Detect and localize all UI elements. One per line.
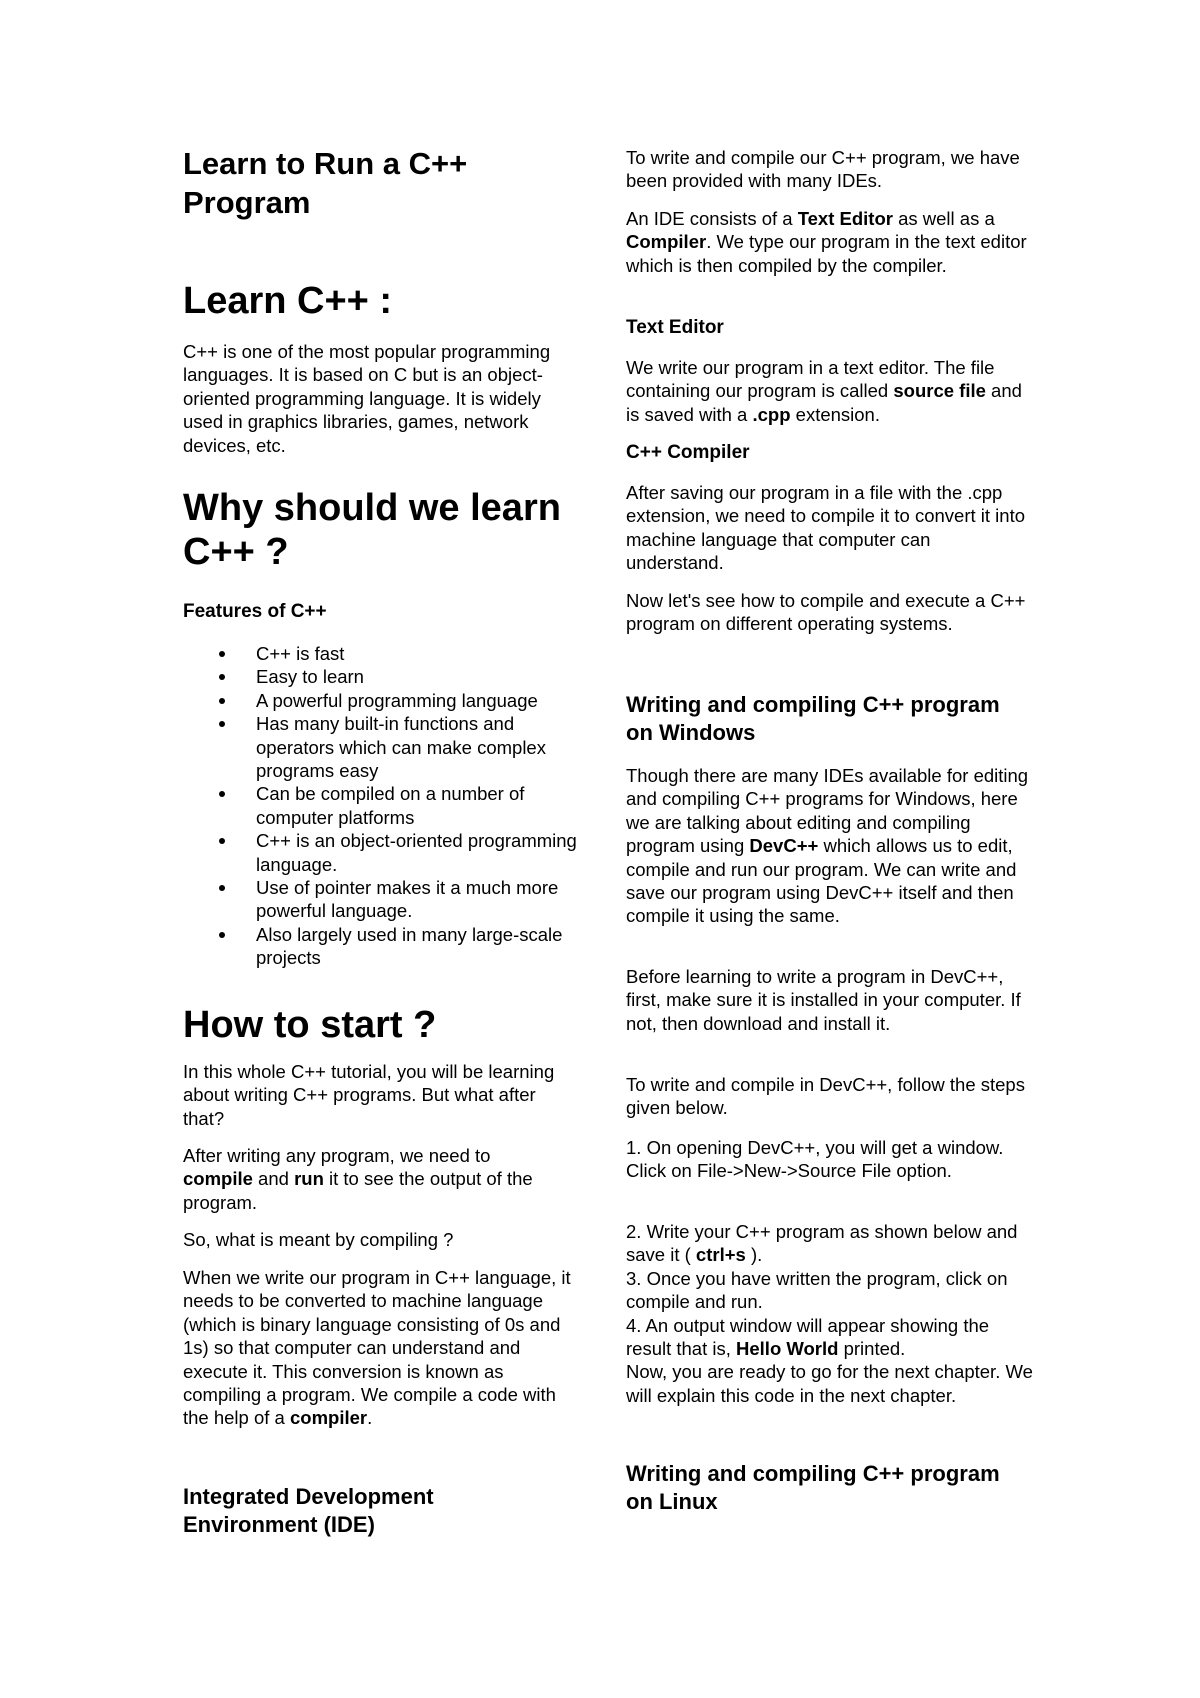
list-item: Also largely used in many large-scale projects [183,923,583,970]
page-title: Learn to Run a C++ Program [183,146,468,220]
ide-heading: Integrated Development Environment (IDE) [183,1484,434,1537]
step-3: 3. Once you have written the program, click on compile and run. [626,1267,1008,1313]
text-editor-heading: Text Editor [626,317,724,338]
windows-paragraph: Though there are many IDEs available for editing and compiling C++ programs for Windows, here we are talking about editing and compiling program using DevC++ which allows us to edit, compile and run our program. We can write and save our program using DevC++ itself and then compile it using the same. [626,765,1029,927]
list-item: Use of pointer makes it a much more powerful language. [183,876,583,923]
heading-why-learn: Why should we learn C++ ? [183,487,561,573]
list-item: C++ is fast [183,642,583,665]
compiler-heading: C++ Compiler [626,442,750,463]
windows-heading: Writing and compiling C++ program on Windows [626,692,1000,745]
list-item: Easy to learn [183,665,583,688]
start-paragraph-1: In this whole C++ tutorial, you will be learning about writing C++ programs. But what after that? [183,1061,555,1129]
install-paragraph: Before learning to write a program in DevC++, first, make sure it is installed in your computer. If not, then download and install it. [626,966,1021,1034]
features-heading: Features of C++ [183,601,327,622]
step-1: 1. On opening DevC++, you will get a window. Click on File->New->Source File option. [626,1137,1004,1182]
start-paragraph-2: After writing any program, we need to compile and run it to see the output of the program. [183,1145,533,1213]
steps-intro-paragraph: To write and compile in DevC++, follow the steps given below. [626,1074,1025,1119]
linux-heading: Writing and compiling C++ program on Linux [626,1461,1000,1514]
start-paragraph-4: When we write our program in C++ language, it needs to be converted to machine language (which is binary language consisting of 0s and 1s) so that computer can understand and execute it. This conversion is known as compiling a program. We compile a code with the help of a compiler. [183,1267,571,1429]
list-item: C++ is an object-oriented programming language. [183,829,583,876]
ide-components-paragraph: An IDE consists of a Text Editor as well as a Compiler. We type our program in the text editor which is then compiled by the compiler. [626,208,1027,276]
closing-text: Now, you are ready to go for the next chapter. We will explain this code in the next chapter. [626,1361,1033,1406]
compiler-paragraph: After saving our program in a file with the .cpp extension, we need to compile it to convert it into machine language that computer can understand. [626,482,1025,574]
start-paragraph-3: So, what is meant by compiling ? [183,1229,454,1250]
list-item: Can be compiled on a number of computer platforms [183,782,583,829]
intro-paragraph: C++ is one of the most popular programming languages. It is based on C but is an object-oriented programming language. It is widely used in graphics libraries, games, network devices, etc. [183,341,551,456]
ide-intro-paragraph: To write and compile our C++ program, we have been provided with many IDEs. [626,147,1020,192]
heading-learn-cpp: Learn C++ : [183,280,393,322]
heading-how-to-start: How to start ? [183,1004,437,1046]
step-2: 2. Write your C++ program as shown below and save it ( ctrl+s ). [626,1221,1018,1266]
os-intro-paragraph: Now let's see how to compile and execute a C++ program on different operating systems. [626,590,1026,635]
steps-block [626,1220,1036,1407]
step-4: 4. An output window will appear showing the result that is, Hello World printed. [626,1314,990,1360]
list-item: A powerful programming language [183,689,583,712]
text-editor-paragraph: We write our program in a text editor. The file containing our program is called source file and is saved with a .cpp extension. [626,357,1022,425]
list-item: Has many built-in functions and operators which can make complex programs easy [183,712,583,782]
features-list [183,642,583,970]
